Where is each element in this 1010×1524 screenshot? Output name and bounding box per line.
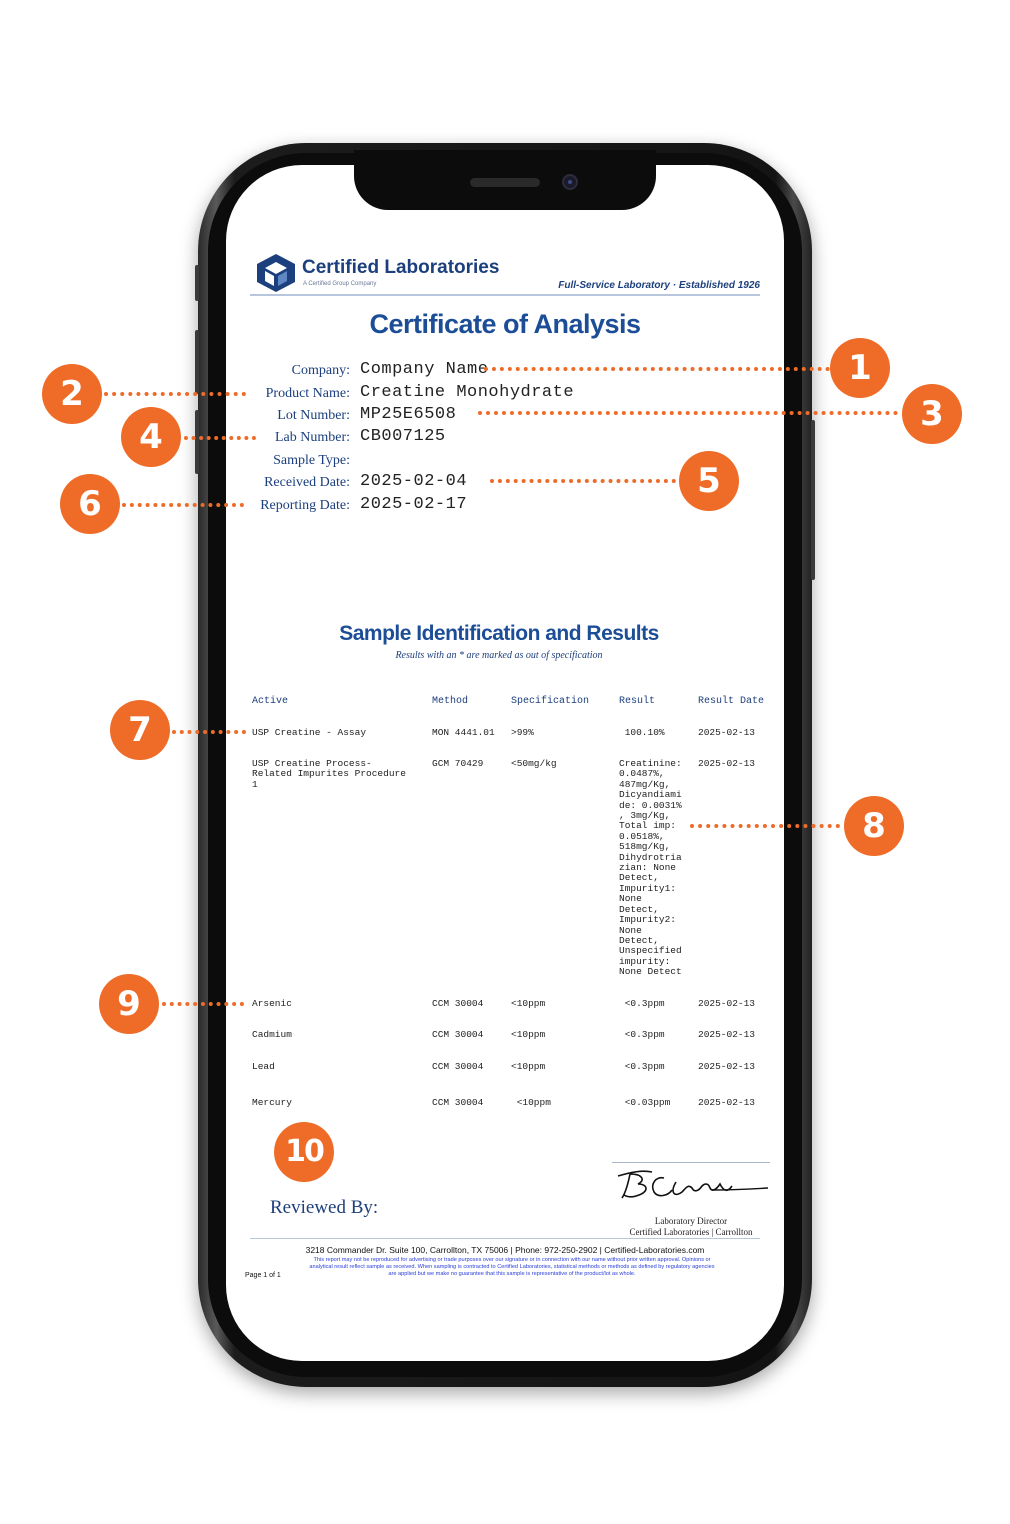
callout-leader-2 (104, 392, 246, 396)
page-number: Page 1 of 1 (245, 1272, 281, 1279)
cell-result: 100.10% (619, 727, 665, 738)
silent-switch (195, 265, 199, 301)
cell-specification: >99% (511, 727, 534, 738)
cell-specification: <10ppm (511, 1029, 546, 1040)
reporting-date-value: 2025-02-17 (360, 495, 468, 514)
lab-number-label: Lab Number: (274, 430, 350, 445)
callout-badge-4: 4 (121, 407, 181, 467)
callout-leader-7 (172, 730, 246, 734)
results-title: Sample Identification and Results (339, 622, 659, 645)
cell-method: CCM 30004 (432, 1029, 484, 1040)
brand-name: Certified Laboratories (302, 257, 500, 278)
cell-result-date: 2025-02-13 (698, 727, 756, 738)
cell-result-date: 2025-02-13 (698, 758, 756, 769)
column-header-specification: Specification (511, 696, 590, 707)
document-title: Certificate of Analysis (369, 309, 641, 339)
cell-result-date: 2025-02-13 (698, 1061, 756, 1072)
reporting-date-label: Reporting Date: (260, 498, 350, 513)
company-value: Company Name (360, 360, 489, 379)
cell-result-date: 2025-02-13 (698, 1029, 756, 1040)
received-date-label: Received Date: (264, 475, 350, 490)
cell-result: <0.3ppm (619, 1061, 665, 1072)
product-name-value: Creatine Monohydrate (360, 383, 575, 402)
callout-badge-9: 9 (99, 974, 159, 1034)
footer-address: 3218 Commander Dr. Suite 100, Carrollton, TX 75006 | Phone: 972-250-2902 | Certified-Laboratories.com (305, 1245, 705, 1255)
cell-active: USP Creatine Process- Related Impurites Procedure 1 (252, 758, 406, 790)
cell-specification: <10ppm (511, 998, 546, 1009)
volume-down-button (195, 410, 199, 474)
cell-result: Creatinine: 0.0487%, 487mg/Kg, Dicyandiami de: 0.0031% , 3mg/Kg, Total imp: 0.0518%, 518mg/Kg, Dihydrotria zian: None Detect, Impurity1: None Detect, Impurity2: None Detect, Unspecified impurity: None Detect (619, 758, 682, 978)
brand-subtitle: A Certified Group Company (303, 281, 377, 287)
cell-method: MON 4441.01 (432, 727, 495, 738)
volume-up-button (195, 330, 199, 394)
column-header-method: Method (432, 696, 469, 707)
callout-badge-3: 3 (902, 384, 962, 444)
cell-result-date: 2025-02-13 (698, 998, 756, 1009)
cell-active: Mercury (252, 1097, 292, 1108)
results-subtitle: Results with an * are marked as out of specification (395, 650, 603, 661)
callout-badge-10: 10 (274, 1122, 334, 1182)
hexagon-cube-logo-icon (254, 253, 298, 293)
received-date-value: 2025-02-04 (360, 472, 468, 491)
callout-leader-4 (184, 436, 256, 440)
cell-active: Arsenic (252, 998, 292, 1009)
cell-specification: <10ppm (511, 1061, 546, 1072)
footer-disclaimer-line: are applied but we make no guarantee that this sample is representative of the product/lot as whole. (388, 1271, 636, 1277)
speaker-grille (470, 178, 540, 187)
callout-badge-2: 2 (42, 364, 102, 424)
footer-disclaimer-line: This report may not be reproduced for advertising or trade purposes over our signature or in connection with our name without prior written approval. Opinions or (313, 1257, 711, 1263)
cell-active: Lead (252, 1061, 275, 1072)
column-header-result: Result (619, 696, 656, 707)
cell-result: <0.03ppm (619, 1097, 671, 1108)
column-header-result-date: Result Date (698, 696, 765, 707)
sample-type-label: Sample Type: (273, 453, 350, 468)
product-name-label: Product Name: (265, 386, 350, 401)
cell-result-date: 2025-02-13 (698, 1097, 756, 1108)
front-camera (562, 174, 578, 190)
cell-method: CCM 30004 (432, 998, 484, 1009)
reviewed-by-label: Reviewed By: (270, 1197, 379, 1218)
callout-leader-9 (162, 1002, 244, 1006)
lot-number-label: Lot Number: (277, 408, 350, 423)
callout-badge-7: 7 (110, 700, 170, 760)
callout-badge-5: 5 (679, 451, 739, 511)
footer-divider (250, 1238, 760, 1239)
callout-badge-8: 8 (844, 796, 904, 856)
brand-tagline: Full-Service Laboratory · Established 1926 (558, 280, 760, 291)
callout-badge-6: 6 (60, 474, 120, 534)
cell-active: Cadmium (252, 1029, 292, 1040)
power-button (811, 420, 815, 580)
callout-leader-6 (122, 503, 244, 507)
callout-leader-8 (690, 824, 840, 828)
column-header-active: Active (252, 696, 289, 707)
lab-number-value: CB007125 (360, 427, 446, 446)
cell-specification: <10ppm (511, 1097, 551, 1108)
cell-specification: <50mg/kg (511, 758, 557, 769)
signature-image (612, 1162, 770, 1208)
company-label: Company: (291, 363, 350, 378)
signatory-title: Laboratory Director (654, 1216, 728, 1226)
header-divider (250, 294, 760, 296)
cell-method: CCM 30004 (432, 1097, 484, 1108)
callout-badge-1: 1 (830, 338, 890, 398)
lot-number-value: MP25E6508 (360, 405, 457, 424)
callout-leader-5 (490, 479, 676, 483)
cell-result: <0.3ppm (619, 1029, 665, 1040)
callout-leader-1 (484, 367, 830, 371)
cell-active: USP Creatine - Assay (252, 727, 367, 738)
footer-disclaimer-line: analytical result reflect sample as received. When sampling is contracted to Certified Laboratories, statistical methods or methods as defined by regulatory agencies (309, 1264, 715, 1270)
cell-method: CCM 30004 (432, 1061, 484, 1072)
cell-result: <0.3ppm (619, 998, 665, 1009)
cell-method: GCM 70429 (432, 758, 484, 769)
callout-leader-3 (478, 411, 898, 415)
signatory-organization: Certified Laboratories | Carrollton (629, 1227, 753, 1237)
